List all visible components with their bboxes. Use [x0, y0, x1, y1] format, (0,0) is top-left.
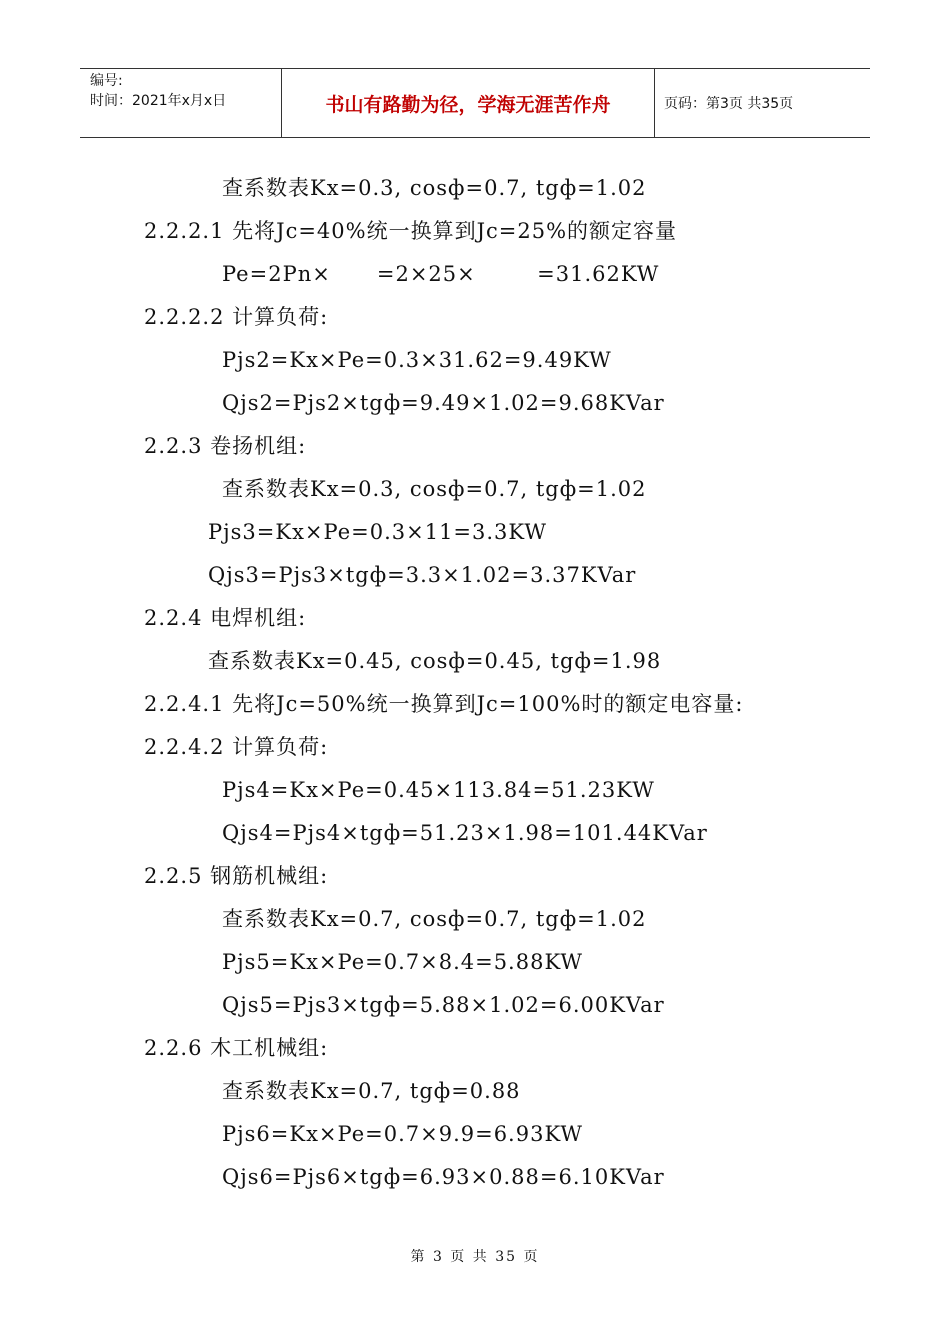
page-footer: 第 3 页 共 35 页	[410, 1249, 540, 1265]
text-line: Pjs5=Kx×Pe=0.7×8.4=5.88KW	[222, 950, 583, 974]
document-number-label: 编号:	[90, 73, 123, 89]
section-heading: 2.2.2.2 计算负荷:	[144, 305, 329, 329]
text-line: 查系数表Kx=0.45, cosф=0.45, tgф=1.98	[208, 649, 662, 673]
section-heading: 2.2.4.2 计算负荷:	[144, 735, 329, 759]
text-line: 查系数表Kx=0.7, tgф=0.88	[222, 1079, 521, 1103]
text-line: Pjs6=Kx×Pe=0.7×9.9=6.93KW	[222, 1122, 583, 1146]
section-heading: 2.2.5 钢筋机械组:	[144, 864, 329, 888]
text-line: 查系数表Kx=0.7, cosф=0.7, tgф=1.02	[222, 907, 647, 931]
section-heading: 2.2.3 卷扬机组:	[144, 434, 307, 458]
text-line: Qjs6=Pjs6×tgф=6.93×0.88=6.10KVar	[222, 1165, 665, 1189]
text-line: Qjs5=Pjs3×tgф=5.88×1.02=6.00KVar	[222, 993, 665, 1017]
section-heading: 2.2.2.1 先将Jc=40%统一换算到Jc=25%的额定容量	[144, 219, 678, 243]
text-line: Qjs2=Pjs2×tgф=9.49×1.02=9.68KVar	[222, 391, 665, 415]
text-line: Pjs4=Kx×Pe=0.45×113.84=51.23KW	[222, 778, 655, 802]
text-line: Qjs4=Pjs4×tgф=51.23×1.98=101.44KVar	[222, 821, 708, 845]
text-line: 查系数表Kx=0.3, cosф=0.7, tgф=1.02	[222, 477, 647, 501]
text-line: Pjs3=Kx×Pe=0.3×11=3.3KW	[208, 520, 547, 544]
text-line: 查系数表Kx=0.3, cosф=0.7, tgф=1.02	[222, 176, 647, 200]
document-date-label: 时间：2021年x月x日	[90, 93, 227, 109]
text-line: Pjs2=Kx×Pe=0.3×31.62=9.49KW	[222, 348, 612, 372]
header-motto: 书山有路勤为径，学海无涯苦作舟	[282, 69, 655, 137]
section-heading: 2.2.4.1 先将Jc=50%统一换算到Jc=100%时的额定电容量:	[144, 692, 744, 716]
header-page-info: 页码：第3页 共35页	[664, 96, 794, 112]
section-heading: 2.2.6 木工机械组:	[144, 1036, 329, 1060]
header-meta	[80, 69, 282, 137]
text-line: Qjs3=Pjs3×tgф=3.3×1.02=3.37KVar	[208, 563, 637, 587]
text-line: Pe=2Pn× =2×25× =31.62KW	[222, 262, 660, 286]
section-heading: 2.2.4 电焊机组:	[144, 606, 307, 630]
page-header	[80, 68, 870, 138]
